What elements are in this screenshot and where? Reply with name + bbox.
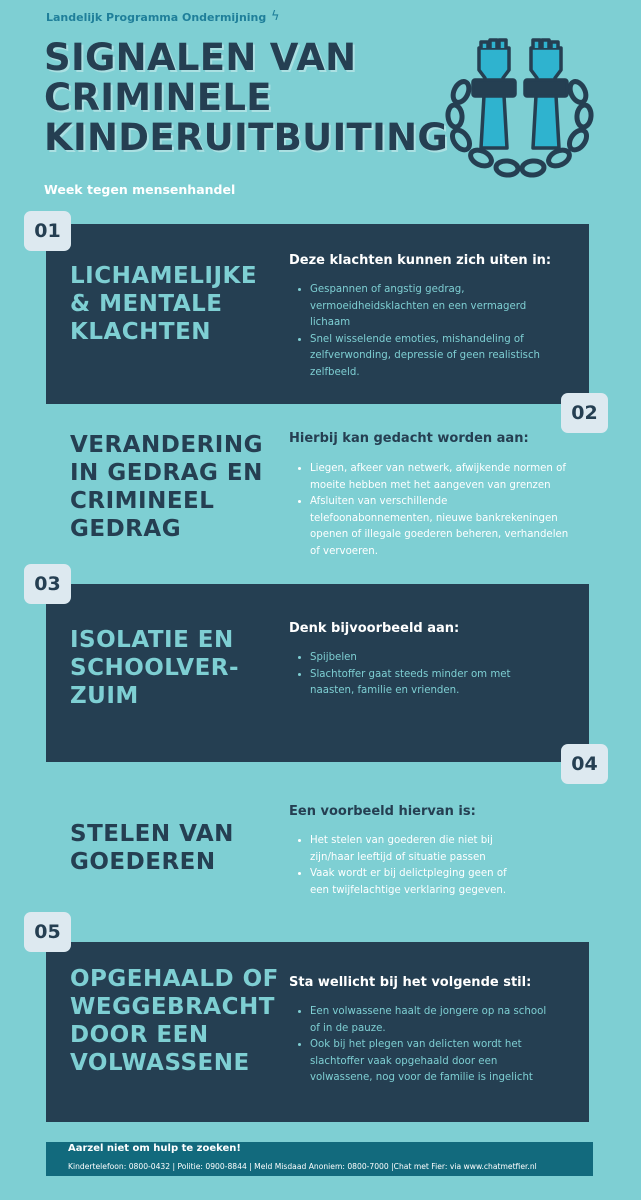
list-item (310, 833, 507, 866)
list-item (310, 1037, 546, 1087)
section-title-line: WEGGEBRACHT (70, 994, 275, 1020)
section-title-line: KLACHTEN (70, 319, 212, 345)
bullet-text: • Gespannen of angstig gedrag, (310, 284, 465, 295)
section-title-line: DOOR EEN (70, 1022, 209, 1048)
lightning-icon: ϟ (271, 9, 280, 24)
section-bullets (294, 1004, 546, 1087)
section-title-line: VOLWASSENE (70, 1050, 250, 1076)
section-card (46, 942, 589, 1122)
page-title-line: KINDERUITBUITING (44, 116, 449, 159)
section-bullets (294, 833, 507, 899)
bullet-text: • Vaak wordt er bij delictpleging geen of (310, 868, 507, 879)
bullet-text: volwassene, nog voor de familie is ingelicht (310, 1072, 533, 1083)
section-title (70, 626, 239, 710)
section-number-badge: 05 (24, 912, 71, 952)
chained-fists-icon (443, 30, 595, 180)
list-item (310, 332, 540, 382)
bullet-text: zijn/haar leeftijd of situatie passen (310, 851, 486, 863)
list-item (310, 461, 568, 494)
section-title-line: GOEDEREN (70, 849, 216, 875)
section-heading: Hierbij kan gedacht worden aan: (289, 431, 529, 446)
bullet-text: moeite hebben met het aangeven van grenzen (310, 479, 551, 491)
bullet-text: slachtoffer vaak opgehaald door een (310, 1055, 498, 1067)
section-title-line: IN GEDRAG EN (70, 460, 263, 486)
bullet-text: of vervoeren. (310, 545, 378, 557)
section-title (70, 262, 257, 346)
section-title (70, 820, 234, 876)
bullet-text: telefoonabonnementen, nieuwe bankrekeningen (310, 512, 558, 524)
bullet-text: • Het stelen van goederen die niet bij (310, 835, 493, 846)
subtitle: Week tegen mensenhandel (44, 182, 236, 197)
list-item (310, 494, 568, 560)
section-title-line: OPGEHAALD OF (70, 966, 279, 992)
brand-label: Landelijk Programma Ondermijning (46, 11, 267, 24)
section-title-line: ZUIM (70, 683, 139, 709)
list-item (310, 1004, 546, 1037)
section-title (70, 965, 279, 1077)
bullet-text: • Liegen, afkeer van netwerk, afwijkende normen of (310, 463, 566, 474)
bullet-text: of in de pauze. (310, 1022, 386, 1034)
section-card (46, 410, 589, 560)
list-item (310, 866, 507, 899)
section-heading: Deze klachten kunnen zich uiten in: (289, 253, 552, 268)
section-bullets (294, 461, 568, 560)
bullet-text: een twijfelachtige verklaring gegeven. (310, 884, 507, 896)
bullet-text: • Ook bij het plegen van delicten wordt het (310, 1039, 522, 1050)
bullet-text: zelfbeeld. (310, 366, 360, 378)
bullet-text: • Slachtoffer gaat steeds minder om met (310, 668, 511, 680)
section-title-line: & MENTALE (70, 291, 223, 317)
section-card (46, 584, 589, 762)
section-bullets (294, 282, 540, 381)
section-heading: Denk bijvoorbeeld aan: (289, 621, 460, 636)
footer-heading: Aarzel niet om hulp te zoeken! (68, 1143, 241, 1154)
section-bullets (294, 650, 511, 700)
section-title-line: LICHAMELIJKE (70, 263, 258, 289)
footer-contacts: Kindertelefoon: 0800-0432 | Politie: 0900-8844 | Meld Misdaad Anoniem: 0800-7000 |Chat met Fier: via www.chatmetfier.nl (68, 1162, 537, 1171)
bullet-text: • Een volwassene haalt de jongere op na school (310, 1006, 547, 1017)
bullet-text: • Afsluiten van verschillende (310, 496, 448, 507)
list-item (310, 282, 540, 332)
bullet-text: lichaam (310, 317, 351, 328)
list-item (310, 650, 511, 667)
bullet-text: openen of illegale goederen beheren, verhandelen (310, 529, 569, 540)
list-item (310, 667, 511, 700)
page-title (44, 38, 464, 158)
section-title-line: CRIMINEEL (70, 488, 215, 514)
section-number-badge: 04 (561, 744, 608, 784)
section-card (46, 790, 589, 910)
footer-banner (46, 1142, 593, 1176)
section-number-badge: 03 (24, 564, 71, 604)
section-title-line: SCHOOLVER- (70, 655, 240, 681)
section-card (46, 224, 589, 404)
section-number-badge: 02 (561, 393, 608, 433)
section-number-badge: 01 (24, 211, 71, 251)
bullet-text: zelfverwonding, depressie of geen realistisch (310, 350, 541, 361)
section-title-line: GEDRAG (70, 516, 182, 542)
section-heading: Sta wellicht bij het volgende stil: (289, 975, 532, 990)
bullet-text: vermoeidheidsklachten en een vermagerd (310, 300, 527, 312)
bullet-text: naasten, familie en vrienden. (310, 685, 460, 696)
section-heading: Een voorbeeld hiervan is: (289, 804, 476, 819)
section-title-line: ISOLATIE EN (70, 627, 234, 653)
section-title-line: VERANDERING (70, 432, 263, 458)
page-title-line: SIGNALEN VAN (44, 36, 357, 79)
page-title-line: CRIMINELE (44, 76, 272, 119)
bullet-text: • Snel wisselende emoties, mishandeling of (310, 333, 524, 345)
section-title-line: STELEN VAN (70, 821, 234, 847)
bullet-text: • Spijbelen (310, 652, 357, 663)
section-title (70, 431, 263, 543)
